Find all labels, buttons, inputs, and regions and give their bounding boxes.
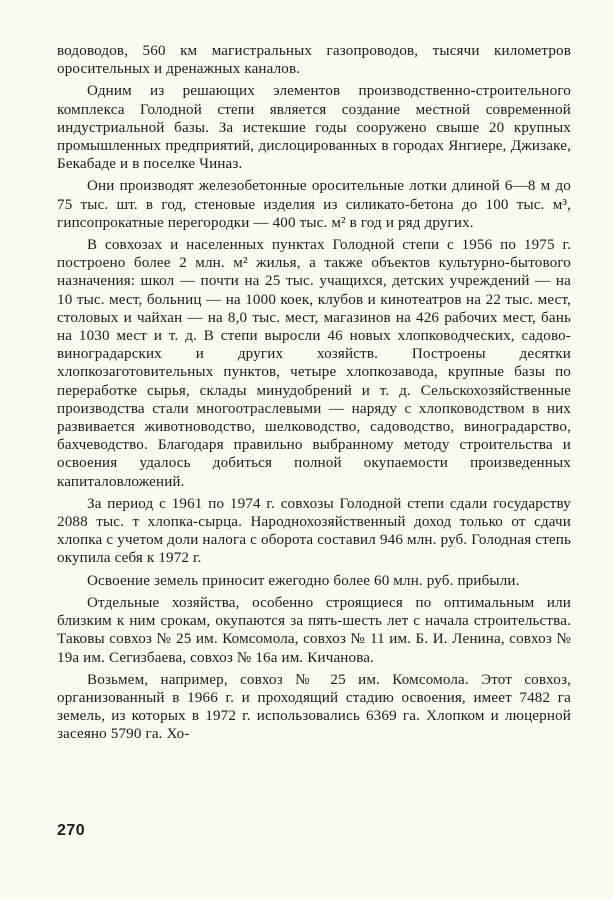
paragraph-8: Возьмем, например, совхоз № 25 им. Комсомола. Этот совхоз, организованный в 1966 г. и проходящий стадию освоения, имеет 7482 га земель, из которых в 1972 г. использовались 6369 га. Хлопком и люцерной засеяно 5790 га. Хо-: [57, 671, 571, 743]
paragraph-4: В совхозах и населенных пунктах Голодной степи с 1956 по 1975 г. построено более 2 млн. м² жилья, а также объектов культурно-бытового назначения: школ — почти на 25 тыс. учащихся, детских учреждений — на 10 тыс. мест, больниц — на 1000 коек, клубов и кинотеатров на 22 тыс. мест, столовых и чайхан — на 8,0 тыс. мест, магазинов на 426 рабочих мест, бань на 1030 мест и т. д. В степи выросли 46 новых хлопководческих, садово-виноградарских и других хозяйств. Построены десятки хлопкозаготовительных пунктов, четыре хлопкозавода, крупные базы по переработке сырья, склады минудобрений и т. д. Сельскохозяйственные производства стали многоотраслевыми — наряду с хлопководством в них развивается животноводство, шелководство, садоводство, виноградарство, бахчеводство. Благодаря правильно выбранному методу строительства и освоения удалось добиться полной окупаемости произведенных капиталовложений.: [57, 237, 571, 490]
page-body: [57, 42, 571, 748]
page-number: 270: [57, 822, 86, 839]
paragraph-2: Одним из решающих элементов производственно-строительного комплекса Голодной степи является создание местной современной индустриальной базы. За истекшие годы сооружено свыше 20 крупных промышленных предприятий, дислоцированных в городах Янгиере, Джизаке, Бекабаде и в поселке Чиназ.: [57, 83, 571, 173]
paragraph-5: За период с 1961 по 1974 г. совхозы Голодной степи сдали государству 2088 тыс. т хлопка-сырца. Народнохозяйственный доход только от сдачи хлопка с учетом доли налога с оборота составил 946 млн. руб. Голодная степь окупила себя к 1972 г.: [57, 495, 571, 567]
paragraph-7: Отдельные хозяйства, особенно строящиеся по оптимальным или близким к ним срокам, окупаются за пять-шесть лет с начала строительства. Таковы совхоз № 25 им. Комсомола, совхоз № 11 им. Б. И. Ленина, совхоз № 19а им. Сегизбаева, совхоз № 16а им. Кичанова.: [57, 594, 571, 666]
paragraph-3: Они производят железобетонные оросительные лотки длиной 6—8 м до 75 тыс. шт. в год, стеновые изделия из силикато-бетона до 100 тыс. м³, гипсопрокатные перегородки — 400 тыс. м² в год и ряд других.: [57, 178, 571, 231]
paragraph-6: Освоение земель приносит ежегодно более 60 млн. руб. прибыли.: [87, 572, 520, 589]
paragraph-1: водоводов, 560 км магистральных газопроводов, тысячи километров оросительных и дренажных каналов.: [57, 43, 571, 78]
